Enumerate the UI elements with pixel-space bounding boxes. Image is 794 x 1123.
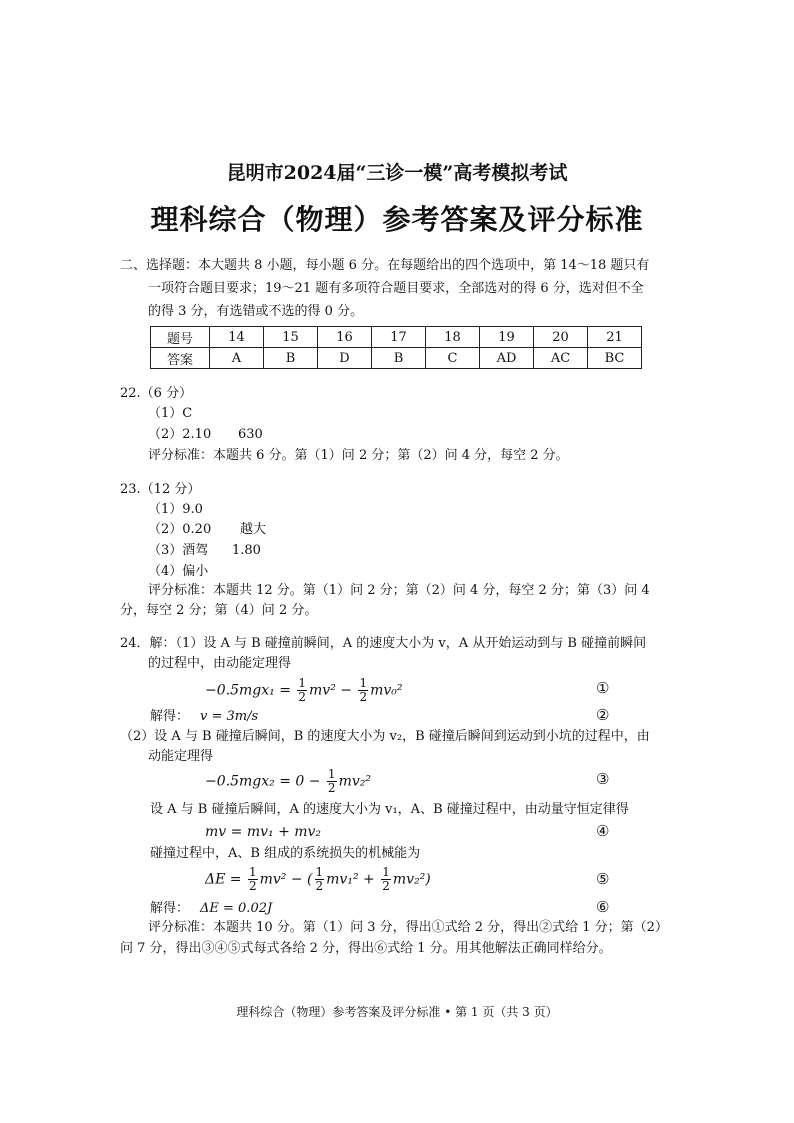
q22-answer-2-value: 630 xyxy=(238,427,263,442)
q23-answer-4: （4）偏小 xyxy=(148,564,209,579)
table-cell: B xyxy=(372,348,426,369)
eq1-lhs: −0.5mgx₁ = xyxy=(205,682,291,699)
eq3-term: mv₂² xyxy=(338,773,371,790)
table-cell: 19 xyxy=(480,327,534,348)
table-cell: 题号 xyxy=(151,327,210,348)
section2-intro-line3: 的得 3 分，有选错或不选的得 0 分。 xyxy=(148,304,364,319)
solution-2-label: 解得： xyxy=(150,901,190,916)
eq5-term3: mv₂²) xyxy=(392,871,431,888)
equation-marker-2: ② xyxy=(596,706,610,724)
equation-marker-3: ③ xyxy=(596,770,610,788)
q22-answer-1: （1）C xyxy=(148,406,193,421)
table-row-questions xyxy=(151,327,642,348)
eq1-term2: mv₀² xyxy=(370,682,403,699)
answer-table xyxy=(150,326,642,369)
equation-1 xyxy=(205,677,403,704)
answer-key-title: 理科综合（物理）参考答案及评分标准 xyxy=(150,203,644,236)
page-footer: 理科综合（物理）参考答案及评分标准 • 第 1 页（共 3 页） xyxy=(236,1005,558,1019)
fraction-half: $\frac{1}{2}$ xyxy=(327,767,336,795)
table-cell: AC xyxy=(534,348,588,369)
equation-3 xyxy=(205,768,371,795)
q24-line3: （2）设 A 与 B 碰撞后瞬间，B 的速度大小为 v₂，B 碰撞后瞬间到运动到小坑的过程中，由 xyxy=(120,729,650,744)
section2-intro-line1: 二、选择题：本大题共 8 小题，每小题 6 分。在每题给出的四个选项中，第 14～18 题只有 xyxy=(120,258,650,273)
q24-line6: 碰撞过程中，A、B 组成的系统损失的机械能为 xyxy=(150,846,421,861)
eq5-term1: mv² − ( xyxy=(259,871,313,888)
table-cell: 18 xyxy=(426,327,480,348)
exam-title: 昆明市2024届“三诊一模”高考模拟考试 xyxy=(226,162,568,184)
q24-scoring-line2: 问 7 分，得出③④⑤式每式各给 2 分，得出⑥式给 1 分。用其他解法正确同样给分。 xyxy=(120,941,612,956)
eq1-minus: − xyxy=(340,682,352,699)
equation-5 xyxy=(205,866,431,893)
table-cell: A xyxy=(210,348,264,369)
q23-head: 23.（12 分） xyxy=(120,482,201,497)
eq5-lhs: ΔE = xyxy=(205,871,242,888)
table-cell: BC xyxy=(588,348,642,369)
fraction-half: $\frac{1}{2}$ xyxy=(248,865,257,893)
table-cell: 14 xyxy=(210,327,264,348)
eq1-term1: mv² xyxy=(309,682,336,699)
table-cell: 21 xyxy=(588,327,642,348)
fraction-half: $\frac{1}{2}$ xyxy=(359,676,368,704)
section2-intro-line2: 一项符合题目要求；19～21 题有多项符合题目要求，全部选对的得 6 分，选对但不全 xyxy=(148,281,644,296)
fraction-half: $\frac{1}{2}$ xyxy=(315,865,324,893)
table-cell: 17 xyxy=(372,327,426,348)
q23-answer-2-label: （2）0.20 xyxy=(148,522,212,537)
equation-marker-6: ⑥ xyxy=(596,898,610,916)
solution-1-label: 解得： xyxy=(150,709,190,724)
fraction-half: $\frac{1}{2}$ xyxy=(382,865,390,893)
table-row-answers xyxy=(151,348,642,369)
q24-line2: 的过程中，由动能定理得 xyxy=(148,656,292,671)
equation-marker-5: ⑤ xyxy=(596,870,610,888)
eq5-term2: mv₁² + xyxy=(326,871,375,888)
q23-answer-2-value: 越大 xyxy=(240,522,267,537)
q24-scoring-line1: 评分标准：本题共 10 分。第（1）问 3 分，得出①式给 2 分，得出②式给 1 分；第（2） xyxy=(148,920,668,935)
q23-answer-3-label: （3）酒驾 xyxy=(148,543,209,558)
table-cell: AD xyxy=(480,348,534,369)
q22-scoring: 评分标准：本题共 6 分。第（1）问 2 分；第（2）问 4 分，每空 2 分。 xyxy=(148,448,569,463)
table-cell: 15 xyxy=(264,327,318,348)
q23-scoring-line1: 评分标准：本题共 12 分。第（1）问 2 分；第（2）问 4 分，每空 2 分；第（3）问 4 xyxy=(148,583,650,598)
table-cell: C xyxy=(426,348,480,369)
table-cell: 16 xyxy=(318,327,372,348)
solution-2: ΔE = 0.02J xyxy=(200,901,273,916)
eq3-lhs: −0.5mgx₂ = 0 − xyxy=(205,773,321,790)
table-cell: B xyxy=(264,348,318,369)
q24-line4: 动能定理得 xyxy=(148,749,214,764)
q24-line1: 24．解：（1）设 A 与 B 碰撞前瞬间，A 的速度大小为 v，A 从开始运动到与 B 碰撞前瞬间 xyxy=(120,636,647,651)
table-cell: D xyxy=(318,348,372,369)
q24-line5: 设 A 与 B 碰撞后瞬间，A 的速度大小为 v₁，A、B 碰撞过程中，由动量守恒定律得 xyxy=(150,802,629,817)
q22-head: 22.（6 分） xyxy=(120,386,193,401)
q23-answer-1: （1）9.0 xyxy=(148,502,203,517)
q22-answer-2-label: （2）2.10 xyxy=(148,427,212,442)
solution-1: v = 3m/s xyxy=(200,709,259,724)
fraction-half: $\frac{1}{2}$ xyxy=(298,676,307,704)
equation-marker-1: ① xyxy=(596,679,610,697)
equation-4: mv = mv₁ + mv₂ xyxy=(205,824,322,840)
q23-scoring-line2: 分，每空 2 分；第（4）问 2 分。 xyxy=(120,603,318,618)
equation-marker-4: ④ xyxy=(596,822,610,840)
table-cell: 20 xyxy=(534,327,588,348)
q23-answer-3-value: 1.80 xyxy=(232,543,261,558)
table-cell: 答案 xyxy=(151,348,210,369)
